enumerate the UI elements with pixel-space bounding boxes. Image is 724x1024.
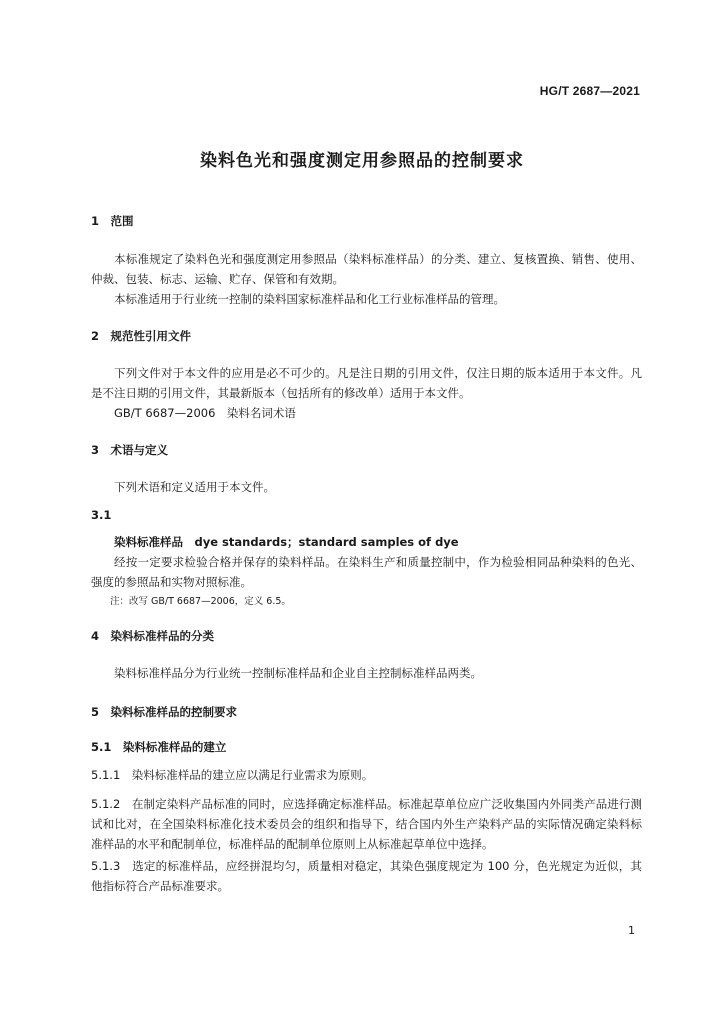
section-5-heading: 5 染料标准样品的控制要求 [91,705,238,719]
section-3-heading: 3 术语与定义 [91,443,169,457]
clause-5-1-2: 5.1.2 在制定染料产品标准的同时，应选择确定标准样品。标准起草单位应广泛收集国内外同类产品进行测试和比对，在全国染料标准化技术委员会的组织和指导下，结合国内外生产染料产品的实际情况确定染料标准样品的水平和配制单位，标准样品的配制单位原则上从标准起草单位中选择。 [91,797,642,851]
clause-5-1-1: 5.1.1 染料标准样品的建立应以满足行业需求为原则。 [91,768,374,782]
term-entry: 染料标准样品 dye standards；standard samples of dye [114,535,459,549]
section-1-paragraph-1: 本标准规定了染料色光和强度测定用参照品（染料标准样品）的分类、建立、复核置换、销售、使用、仲裁、包装、标志、运输、贮存、保管和有效期。 [91,252,642,286]
section-2-heading: 2 规范性引用文件 [91,329,192,343]
section-2-paragraph-1: 下列文件对于本文件的应用是必不可少的。凡是注日期的引用文件，仅注日期的版本适用于本文件。凡是不注日期的引用文件，其最新版本（包括所有的修改单）适用于本文件。 [91,366,642,400]
subclause-3-1-number: 3.1 [91,508,112,522]
document-title: 染料色光和强度测定用参照品的控制要求 [200,151,524,171]
section-4-heading: 4 染料标准样品的分类 [91,629,215,643]
page-number: 1 [628,924,635,937]
term-note: 注：改写 GB/T 6687—2006，定义 6.5。 [110,596,291,607]
section-1-paragraph-2: 本标准适用于行业统一控制的染料国家标准样品和化工行业标准样品的管理。 [114,292,505,306]
term-definition: 经按一定要求检验合格并保存的染料样品。在染料生产和质量控制中，作为检验相同品种染料的色光、强度的参照品和实物对照标准。 [91,555,642,589]
clause-5-1-3: 5.1.3 选定的标准样品，应经拼混均匀，质量相对稳定，其染色强度规定为 100 分，色光规定为近似，其他指标符合产品标准要求。 [91,859,642,893]
section-4-paragraph-1: 染料标准样品分为行业统一控制标准样品和企业自主控制标准样品两类。 [114,666,482,680]
section-3-paragraph-1: 下列术语和定义适用于本文件。 [114,480,275,494]
subclause-5-1-heading: 5.1 染料标准样品的建立 [91,740,227,754]
section-1-heading: 1 范围 [91,214,134,228]
standard-code: HG/T 2687—2021 [539,84,640,98]
normative-reference: GB/T 6687—2006 染料名词术语 [114,406,296,420]
